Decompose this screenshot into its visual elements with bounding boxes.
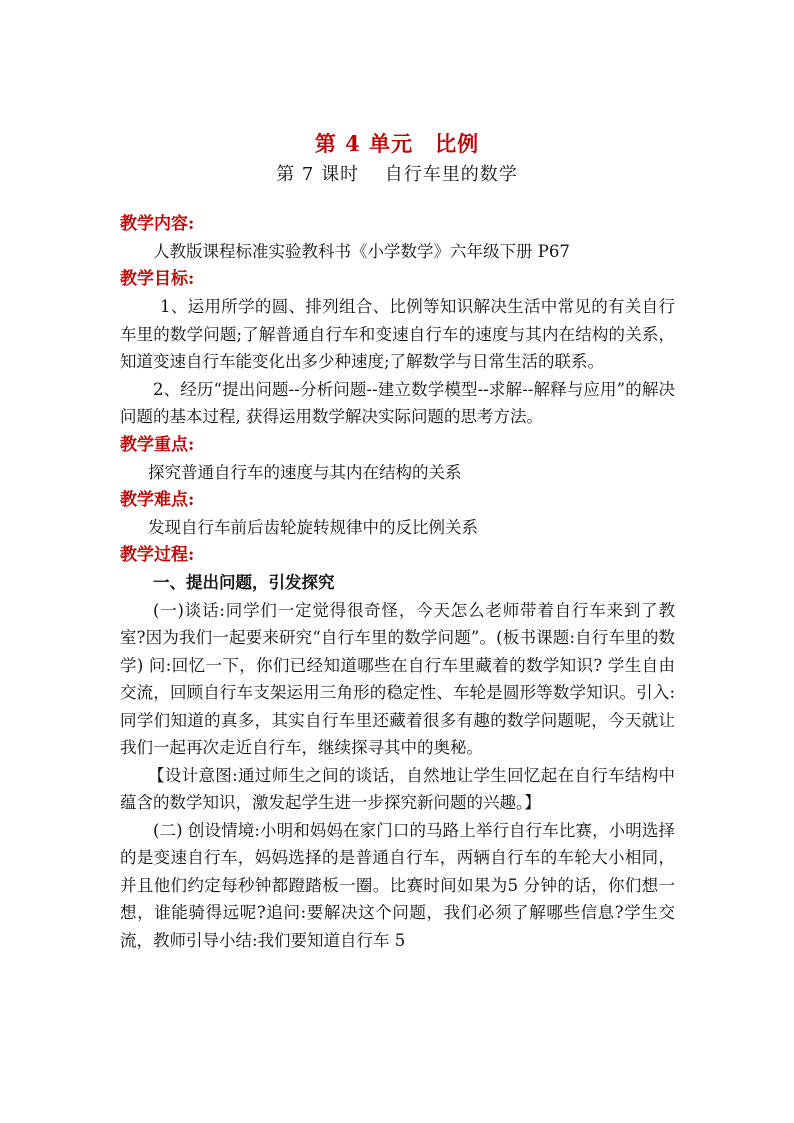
heading-difficulty: 教学难点: <box>120 489 195 510</box>
difficulty-text: 发现自行车前后齿轮旋转规律中的反比例关系 <box>148 517 478 537</box>
goal-paragraph-1: 1、运用所学的圆、排列组合、比例等知识解决生活中常见的有关自行车里的数学问题;了解普通自行车和变速自行车的速度与其内在结构的关系，知道变速自行车能变化出多少种速度;了解数学与日常生活的联系。 <box>120 297 675 371</box>
heading-content: 教学内容: <box>120 214 195 234</box>
goal-paragraph-2: 2、经历“提出问题--分析问题--建立数学模型--求解--解释与应用”的解决问题的基本过程, 获得运用数学解决实际问题的思考方法。 <box>120 379 675 426</box>
process-step-1: 一、提出问题，引发探究 <box>153 572 335 592</box>
heading-process: 教学过程: <box>120 544 195 565</box>
key-point-text: 探究普通自行车的速度与其内在结构的关系 <box>148 462 462 482</box>
process-paragraph-2: (二) 创设情境:小明和妈妈在家门口的马路上举行自行车比赛，小明选择的是变速自行车，妈妈选择的是普通自行车，两辆自行车的车轮大小相同，并且他们约定每秒钟都蹬踏板一圈。比赛时间如果为5 分钟的话，你们想一想，谁能骑得远呢?追问:要解决这个问题，我们必须了解哪些信息?学生交流，教师引导小结:我们要知道自行车 5 <box>120 820 675 950</box>
lesson-subtitle: 第 7 课时 自行车里的数学 <box>276 164 518 185</box>
design-intent: 【设计意图:通过师生之间的谈话，自然地让学生回忆起在自行车结构中蕴含的数学知识，激发起学生进一步探究新问题的兴趣。】 <box>120 765 675 812</box>
document-body <box>120 210 675 954</box>
unit-title: 第 4 单元 比例 <box>314 131 480 156</box>
heading-goals: 教学目标: <box>120 269 195 289</box>
process-paragraph-1: (一)谈话:同学们一定觉得很奇怪，今天怎么老师带着自行车来到了教室?因为我们一起要来研究“自行车里的数学问题”。(板书课题:自行车里的数学) 问:回忆一下，你们已经知道哪些在自行车里藏着的数学知识? 学生自由交流，回顾自行车支架运用三角形的稳定性、车轮是圆形等数学知识。引入:同学们知道的真多，其实自行车里还藏着很多有趣的数学问题呢，今天就让我们一起再次走近自行车，继续探寻其中的奥秘。 <box>120 600 675 757</box>
content-text: 人教版课程标准实验教科书《小学数学》六年级下册 P67 <box>153 242 570 261</box>
heading-key-point: 教学重点: <box>120 434 195 455</box>
